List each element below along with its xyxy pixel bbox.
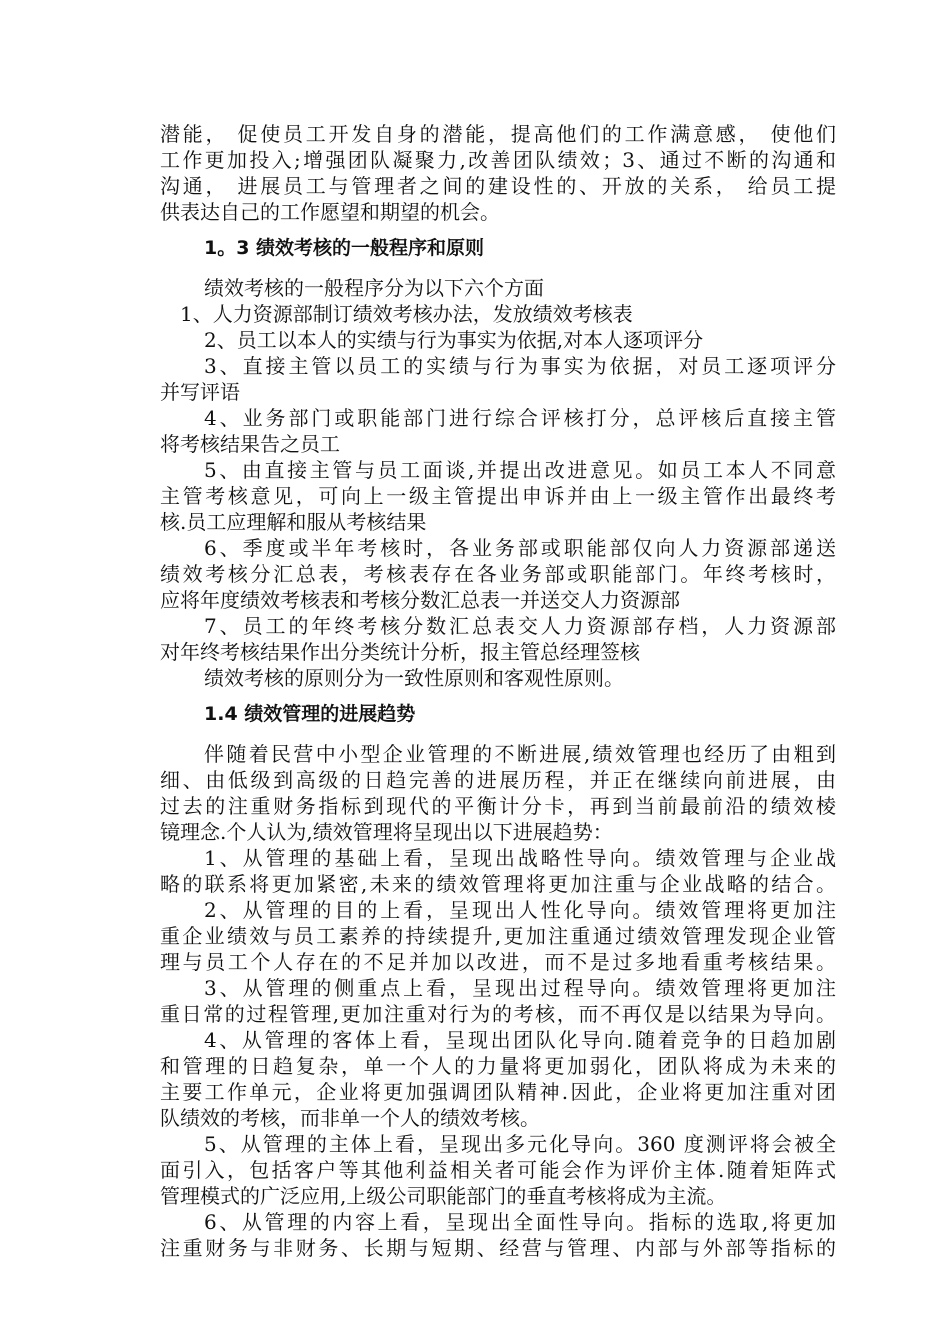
text-line: 潜能， 促使员工开发自身的潜能，提高他们的工作满意感， 使他们 <box>160 122 836 146</box>
text-line: 绩效考核的原则分为一致性原则和客观性原则。 <box>204 666 624 690</box>
text-line: 6、从管理的内容上看，呈现出全面性导向。指标的选取,将更加 <box>204 1210 836 1234</box>
text-line: 4、业务部门或职能部门进行综合评核打分，总评核后直接主管 <box>204 406 836 430</box>
text-line: 绩效考核分汇总表，考核表存在各业务部或职能部门。年终考核时， <box>160 562 836 586</box>
text-line: 工作更加投入;增强团队凝聚力,改善团队绩效；3、通过不断的沟通和 <box>160 148 836 172</box>
text-line: 并写评语 <box>160 380 240 404</box>
text-line: 3、从管理的侧重点上看，呈现出过程导向。绩效管理将更加注 <box>204 976 836 1000</box>
text-line: 供表达自己的工作愿望和期望的机会。 <box>160 200 500 224</box>
text-line: 绩效考核的一般程序分为以下六个方面 <box>204 276 544 300</box>
section-heading-1-4: 1.4 绩效管理的进展趋势 <box>204 703 416 725</box>
text-line: 应将年度绩效考核表和考核分数汇总表一并送交人力资源部 <box>160 588 680 612</box>
section-1-3-body <box>160 275 836 691</box>
text-line: 理与员工个人存在的不足并加以改进，而不是过多地看重考核结果。 <box>160 950 836 974</box>
text-line: 细、由低级到高级的日趋完善的进展历程，并正在继续向前进展，由 <box>160 768 836 792</box>
text-line: 7、员工的年终考核分数汇总表交人力资源部存档，人力资源部 <box>204 614 836 638</box>
text-line: 1、人力资源部制订绩效考核办法，发放绩效考核表 <box>180 302 633 326</box>
text-line: 过去的注重财务指标到现代的平衡计分卡，再到当前最前沿的绩效棱 <box>160 794 836 818</box>
text-line: 1、从管理的基础上看，呈现出战略性导向。绩效管理与企业战 <box>204 846 836 870</box>
text-line: 2、员工以本人的实绩与行为事实为依据,对本人逐项评分 <box>204 328 704 352</box>
text-line: 2、从管理的目的上看，呈现出人性化导向。绩效管理将更加注 <box>204 898 836 922</box>
text-line: 5、从管理的主体上看，呈现出多元化导向。360 度测评将会被全 <box>204 1132 836 1156</box>
text-line: 将考核结果告之员工 <box>160 432 340 456</box>
text-line: 3、直接主管以员工的实绩与行为事实为依据，对员工逐项评分 <box>204 354 836 378</box>
text-line: 主要工作单元，企业将更加强调团队精神.因此，企业将更加注重对团 <box>160 1080 836 1104</box>
text-line: 略的联系将更加紧密,未来的绩效管理将更加注重与企业战略的结合。 <box>160 872 836 896</box>
section-1-4-body <box>160 741 836 1261</box>
text-line: 5、由直接主管与员工面谈,并提出改进意见。如员工本人不同意 <box>204 458 836 482</box>
intro-paragraph <box>160 121 836 225</box>
text-line: 伴随着民营中小型企业管理的不断进展,绩效管理也经历了由粗到 <box>204 742 836 766</box>
text-line: 4、从管理的客体上看，呈现出团队化导向.随着竞争的日趋加剧 <box>204 1028 836 1052</box>
text-line: 主管考核意见，可向上一级主管提出申诉并由上一级主管作出最终考 <box>160 484 836 508</box>
document-body <box>160 121 836 1261</box>
section-heading-1-3: 1。3 绩效考核的一般程序和原则 <box>204 237 485 259</box>
text-line: 和管理的日趋复杂，单一个人的力量将更加弱化，团队将成为未来的 <box>160 1054 836 1078</box>
text-line: 核.员工应理解和服从考核结果 <box>160 510 427 534</box>
text-line: 面引入，包括客户等其他利益相关者可能会作为评价主体.随着矩阵式 <box>160 1158 836 1182</box>
text-line: 沟通， 进展员工与管理者之间的建设性的、开放的关系， 给员工提 <box>160 174 836 198</box>
text-line: 6、季度或半年考核时，各业务部或职能部仅向人力资源部递送 <box>204 536 836 560</box>
text-line: 注重财务与非财务、长期与短期、经营与管理、内部与外部等指标的 <box>160 1236 836 1260</box>
text-line: 队绩效的考核，而非单一个人的绩效考核。 <box>160 1106 540 1130</box>
text-line: 对年终考核结果作出分类统计分析，报主管总经理签核 <box>160 640 640 664</box>
text-line: 管理模式的广泛应用,上级公司职能部门的垂直考核将成为主流。 <box>160 1184 727 1208</box>
text-line: 重日常的过程管理,更加注重对行为的考核，而不再仅是以结果为导向。 <box>160 1002 836 1026</box>
text-line: 镜理念.个人认为,绩效管理将呈现出以下进展趋势： <box>160 820 613 844</box>
text-line: 重企业绩效与员工素养的持续提升,更加注重通过绩效管理发现企业管 <box>160 924 836 948</box>
